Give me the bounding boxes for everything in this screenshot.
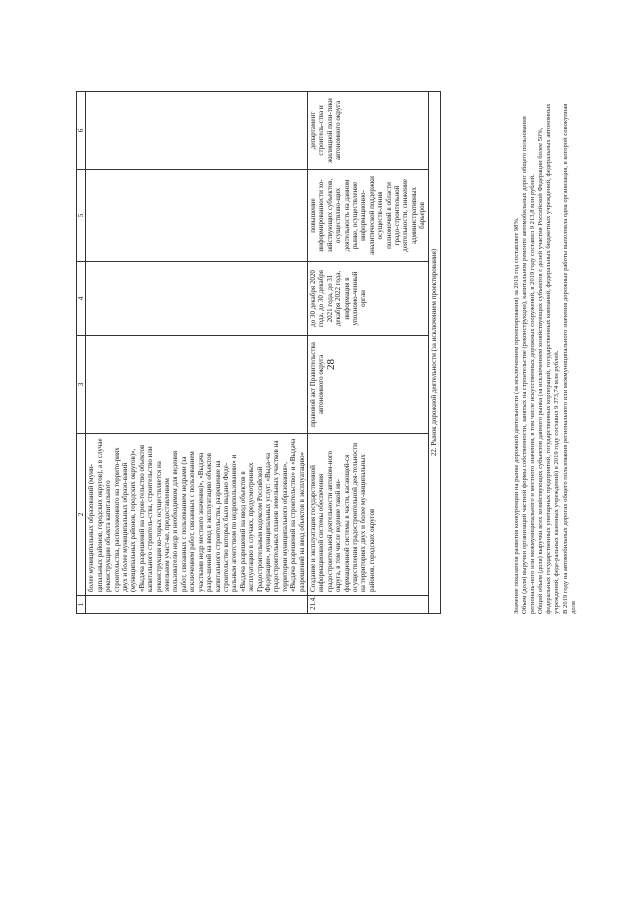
responsible-cell xyxy=(86,92,308,170)
result-cell xyxy=(86,170,308,262)
page-number: 28 xyxy=(325,359,337,370)
table-row xyxy=(86,92,308,614)
header-cell: 6 xyxy=(77,92,86,170)
responsible-cell: департамент строитель-ства и жилищной поли-тики автономного округа xyxy=(307,92,428,170)
table-row xyxy=(307,92,428,614)
table-header-row xyxy=(77,92,86,614)
result-cell: повышение информированности хо-зяйствующих субъектов, осуществляю-щих деятельность на данном рынке, осуществление информационно-аналитической поддержки осуществ-ления полномочий в области градо-строительной деятельности, снижение административных барьеров xyxy=(307,170,428,262)
section-row xyxy=(428,92,440,614)
section-title: 22. Рынок дорожной деятельности (за исключением проектирования) xyxy=(428,92,440,614)
header-cell: 5 xyxy=(77,170,86,262)
header-cell: 3 xyxy=(77,336,86,434)
document-type-cell: правовой акт Правительства автономного округа xyxy=(307,336,428,434)
measure-description: Создание и эксплуатация государственной информационной системы обеспечения градостроительной деятельности автоном-ного округа, в том числе ведение такой ин-формационной системы в части, касающей-ся осуществления градостроительной дея-тельности на территориях двух и более му-ниципальных районов, городских округов xyxy=(307,434,428,596)
notes-block xyxy=(513,92,578,614)
header-cell: 4 xyxy=(77,262,86,336)
deadline-cell xyxy=(86,262,308,336)
note-paragraph: Объем (доля) выручки организаций частной формы собственности, занятых на строительстве (реконструкции), капитальном ремонте автомобильных дорог общего пользования региональ-ного или межмуниципального и местного значения, в том числе искусственных дорожных сооружений, в 2019 году составил 9 213,8 млн рублей. xyxy=(521,116,537,614)
measures-table xyxy=(76,91,441,614)
row-number-cell xyxy=(86,596,308,614)
header-cell: 1 xyxy=(77,596,86,614)
note-paragraph: В 2019 году на автомобильных дорогах общего пользования регионального или межмуниципального значения дорожные работы выполняла одна организация, в которой совокупная доля xyxy=(561,103,577,614)
note-paragraph: Значение показателя развития конкуренции на рынке дорожной деятельности (за исключением проектирования) за 2019 год составляет 98%. xyxy=(513,217,520,614)
document-type-cell xyxy=(86,336,308,434)
rotated-page-content xyxy=(76,92,631,614)
deadline-cell: до 30 декабря 2020 года, до 30 декабря 2021 года, до 31 декабря 2022 года, информация в уполномо-ченный орган xyxy=(307,262,428,336)
row-number-cell: 21.4. xyxy=(307,596,428,614)
note-paragraph: Общий объем (доля) выручки всех хозяйствующих субъектов данного рынка (за исключением хозяйствующих субъектов с долей участия Российской Федерации более 50%, федеральных государственных унитарных предприятий, государственных корпораций, государственных компаний, федеральных бюджетных учреждений, федеральных автономных учреждений, феде-ральных казенных учреждений) в 2019 году составил 9 373,74 млн рублей. xyxy=(537,103,561,614)
header-cell: 2 xyxy=(77,434,86,596)
measure-description: более муниципальных образований (муни-ципальных районов, городских округов), а в случае реконструкции объекта капитального строительства, расположенного на террито-риях двух и более муниципальных образо-ваний (муниципальных районов, городских округов)», «Выдача разрешений на строи-тельство объектов капитального строитель-ства, строительство или реконструкция ко-торых осуществляется на земельном участ-ке, предоставленном пользователю недр и необходимом для ведения работ, связанных с пользованием недрами (за исключением работ, связанных с пользованием участками недр местного значения)», «Выдача разре-шений на ввод в эксплуатацию объектов капитального строительства, разрешение на строительство которых было выдано Феде-ральным агентством по недропользованию» и «Выдача разрешений на ввод объектов в эксплуатацию в случаях, предусмотренных Градостроительным кодексом Российской Федерации», муниципальных услуг: «Выда-ча градостроительных планов земельных участков на территории муниципального образования», «Выдача разрешений на строительство» и «Выдача разрешений на ввод объектов в эксплуатацию» xyxy=(86,434,308,596)
